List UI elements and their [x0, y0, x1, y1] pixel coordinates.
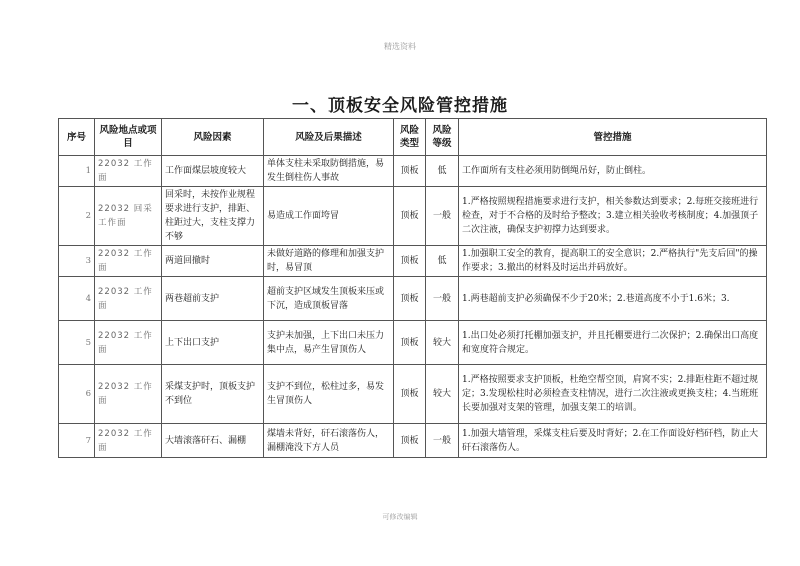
- row-location: 22032 工作面: [95, 365, 162, 424]
- row-type: 顶板: [394, 424, 426, 458]
- table-row: [59, 156, 767, 187]
- row-factor: 上下出口支护: [162, 321, 264, 365]
- row-location: 22032 工作面: [95, 277, 162, 321]
- row-factor: 大墙滚落矸石、漏棚: [162, 424, 264, 458]
- row-measures: 工作面所有支柱必须用防倒绳吊好，防止倒柱。: [459, 156, 767, 187]
- document-title: 一、顶板安全风险管控措施: [292, 96, 508, 116]
- row-consequence: 单体支柱未采取防倒措施，易发生倒柱伤人事故: [264, 156, 394, 187]
- table-row: [59, 187, 767, 246]
- row-factor: 采煤支护时，顶板支护不到位: [162, 365, 264, 424]
- header-location: 风险地点或项目: [95, 119, 162, 156]
- table-row: [59, 277, 767, 321]
- table-row: [59, 246, 767, 277]
- header-measures: 管控措施: [459, 119, 767, 156]
- row-level: 一般: [426, 277, 459, 321]
- row-consequence: 支护不到位，松柱过多，易发生冒顶伤人: [264, 365, 394, 424]
- row-factor: 两巷超前支护: [162, 277, 264, 321]
- header-consequence: 风险及后果描述: [264, 119, 394, 156]
- row-consequence: 煤墙未背好，矸石滚落伤人，漏棚淹没下方人员: [264, 424, 394, 458]
- row-no: 7: [59, 424, 95, 458]
- footer-note: 可修改编辑: [382, 513, 418, 521]
- row-no: 3: [59, 246, 95, 277]
- row-consequence: 易造成工作面垮冒: [264, 187, 394, 246]
- row-factor: 两道回撤时: [162, 246, 264, 277]
- row-measures: 1.加强职工安全的教育，提高职工的安全意识；2.严格执行"先支后回"的操作要求；3.撤出的材料及时运出并码放好。: [459, 246, 767, 277]
- row-no: 4: [59, 277, 95, 321]
- row-type: 顶板: [394, 321, 426, 365]
- row-type: 顶板: [394, 277, 426, 321]
- row-measures: 1.严格按照要求支护顶板，杜绝空帮空顶，肩窝不实；2.排距柱距不超过规定；3.发现松柱时必须检查支柱情况，进行二次注液或更换支柱；4.当班班长要加强对支架的管理，加强支架工的培训。: [459, 365, 767, 424]
- row-no: 1: [59, 156, 95, 187]
- header-type: 风险类型: [394, 119, 426, 156]
- row-location: 22032 工作面: [95, 321, 162, 365]
- row-factor: 回采时，未按作业规程要求进行支护，排距、柱距过大，支柱支撑力不够: [162, 187, 264, 246]
- table-header-row: [59, 119, 767, 156]
- header-no: 序号: [59, 119, 95, 156]
- row-no: 2: [59, 187, 95, 246]
- row-measures: 1.严格按照规程措施要求进行支护，相关参数达到要求；2.每班交接班进行检查，对于不合格的及时给予整改；3.建立相关验收考核制度；4.加强顶子二次注液，确保支护初撑力达到要求。: [459, 187, 767, 246]
- row-no: 5: [59, 321, 95, 365]
- row-measures: 1.出口处必须打托棚加强支护，并且托棚要进行二次保护；2.确保出口高度和宽度符合规定。: [459, 321, 767, 365]
- row-location: 22032 工作面: [95, 424, 162, 458]
- row-consequence: 未做好道路的修理和加强支护时，易冒顶: [264, 246, 394, 277]
- table-row: [59, 365, 767, 424]
- row-level: 低: [426, 246, 459, 277]
- risk-control-table: [58, 118, 767, 458]
- row-type: 顶板: [394, 187, 426, 246]
- row-location: 22032 工作面: [95, 156, 162, 187]
- row-consequence: 支护未加强，上下出口未压力集中点，易产生冒顶伤人: [264, 321, 394, 365]
- row-location: 22032 工作面: [95, 246, 162, 277]
- row-level: 一般: [426, 424, 459, 458]
- header-note: 精选资料: [384, 42, 416, 51]
- row-level: 低: [426, 156, 459, 187]
- row-level: 较大: [426, 365, 459, 424]
- row-type: 顶板: [394, 156, 426, 187]
- row-type: 顶板: [394, 246, 426, 277]
- row-consequence: 超前支护区域发生顶板来压或下沉，造成顶板冒落: [264, 277, 394, 321]
- header-level: 风险等级: [426, 119, 459, 156]
- row-level: 一般: [426, 187, 459, 246]
- row-type: 顶板: [394, 365, 426, 424]
- row-location: 22032 回采工作面: [95, 187, 162, 246]
- row-measures: 1.加强大墙管理，采煤支柱后要及时背好；2.在工作面设好档矸档，防止大矸石滚落伤人。: [459, 424, 767, 458]
- row-measures: 1.两巷超前支护必须确保不少于20米；2.巷道高度不小于1.6米；3.: [459, 277, 767, 321]
- header-factor: 风险因素: [162, 119, 264, 156]
- table-row: [59, 321, 767, 365]
- row-no: 6: [59, 365, 95, 424]
- row-level: 较大: [426, 321, 459, 365]
- table-row: [59, 424, 767, 458]
- row-factor: 工作面煤层坡度较大: [162, 156, 264, 187]
